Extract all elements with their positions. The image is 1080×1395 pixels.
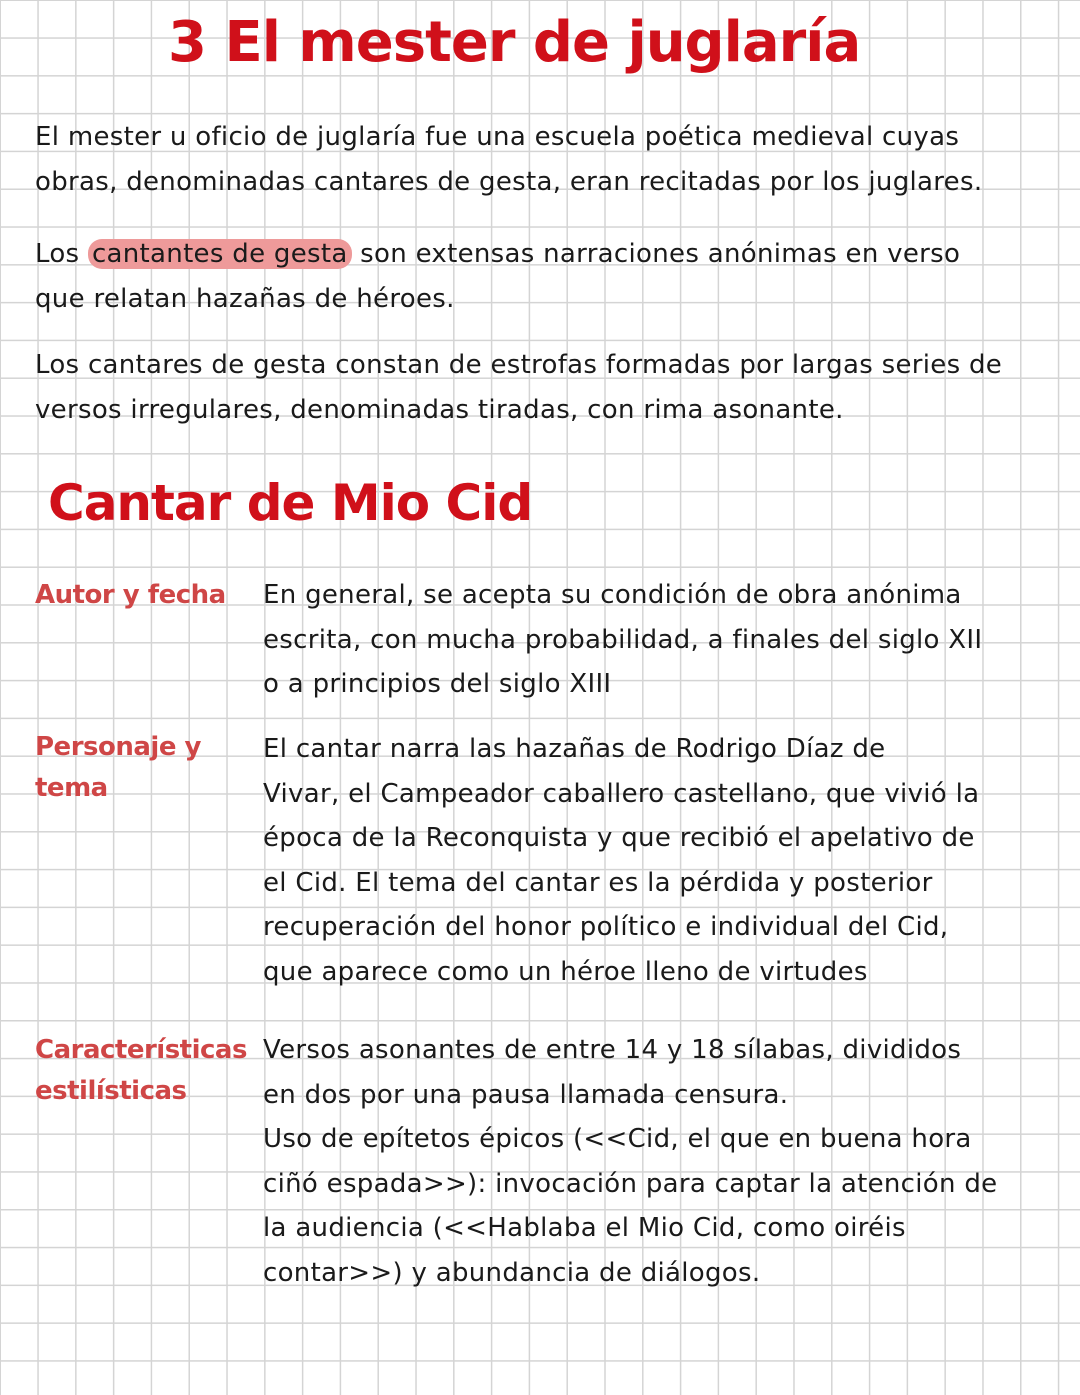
- highlighted-term: cantantes de gesta: [88, 239, 352, 269]
- label-autor-fecha: [35, 575, 226, 616]
- intro-paragraph-1: [35, 115, 982, 204]
- text-line: Personaje y: [35, 732, 201, 762]
- text-line: Versos asonantes de entre 14 y 18 sílabas, divididos: [263, 1035, 962, 1065]
- body-personaje-tema: [263, 727, 979, 994]
- text-line: El mester u oficio de juglaría fue una escuela poética medieval cuyas: [35, 122, 960, 152]
- intro-paragraph-2: [35, 232, 960, 321]
- intro-paragraph-3: [35, 343, 1002, 432]
- text-line: En general, se acepta su condición de obra anónima: [263, 580, 962, 610]
- text-fragment: son extensas narraciones anónimas en verso: [351, 239, 961, 269]
- text-line: el Cid. El tema del cantar es la pérdida y posterior: [263, 867, 933, 898]
- text-line: época de la Reconquista y que recibió el apelativo de: [263, 823, 975, 853]
- text-line: que aparece como un héroe lleno de virtudes: [263, 956, 868, 987]
- label-caracteristicas: [35, 1030, 247, 1112]
- text-line: Los cantares de gesta constan de estrofas formadas por largas series de: [35, 350, 1003, 380]
- body-caracteristicas: [263, 1028, 997, 1295]
- text-line: contar>>) y abundancia de diálogos.: [263, 1257, 761, 1288]
- text-line: Autor y fecha: [35, 580, 226, 610]
- section-title: Cantar de Mio Cid: [48, 474, 533, 532]
- text-line: obras, denominadas cantares de gesta, eran recitadas por los juglares.: [35, 166, 983, 197]
- text-line: ciñó espada>>): invocación para captar la atención de: [263, 1168, 998, 1199]
- text-line: Uso de epítetos épicos (<<Cid, el que en buena hora: [263, 1124, 972, 1154]
- text-line: versos irregulares, denominadas tiradas, con rima asonante.: [35, 394, 844, 425]
- body-autor-fecha: [263, 573, 982, 707]
- label-personaje-tema: [35, 727, 201, 809]
- text-line: la audiencia (<<Hablaba el Mio Cid, como oiréis: [263, 1213, 906, 1243]
- text-line: tema: [35, 773, 108, 803]
- text-line: o a principios del siglo XIII: [263, 669, 612, 699]
- text-line: en dos por una pausa llamada censura.: [263, 1079, 789, 1110]
- text-line: El cantar narra las hazañas de Rodrigo Díaz de: [263, 734, 886, 764]
- page-title: 3 El mester de juglaría: [168, 10, 861, 75]
- text-line: recuperación del honor político e individual del Cid,: [263, 912, 949, 942]
- text-fragment: Los: [35, 239, 88, 269]
- text-line: Características: [35, 1035, 247, 1065]
- text-line: que relatan hazañas de héroes.: [35, 283, 455, 314]
- text-line: Vivar, el Campeador caballero castellano, que vivió la: [263, 778, 980, 809]
- text-line: estilísticas: [35, 1076, 187, 1106]
- text-line: escrita, con mucha probabilidad, a finales del siglo XII: [263, 624, 983, 655]
